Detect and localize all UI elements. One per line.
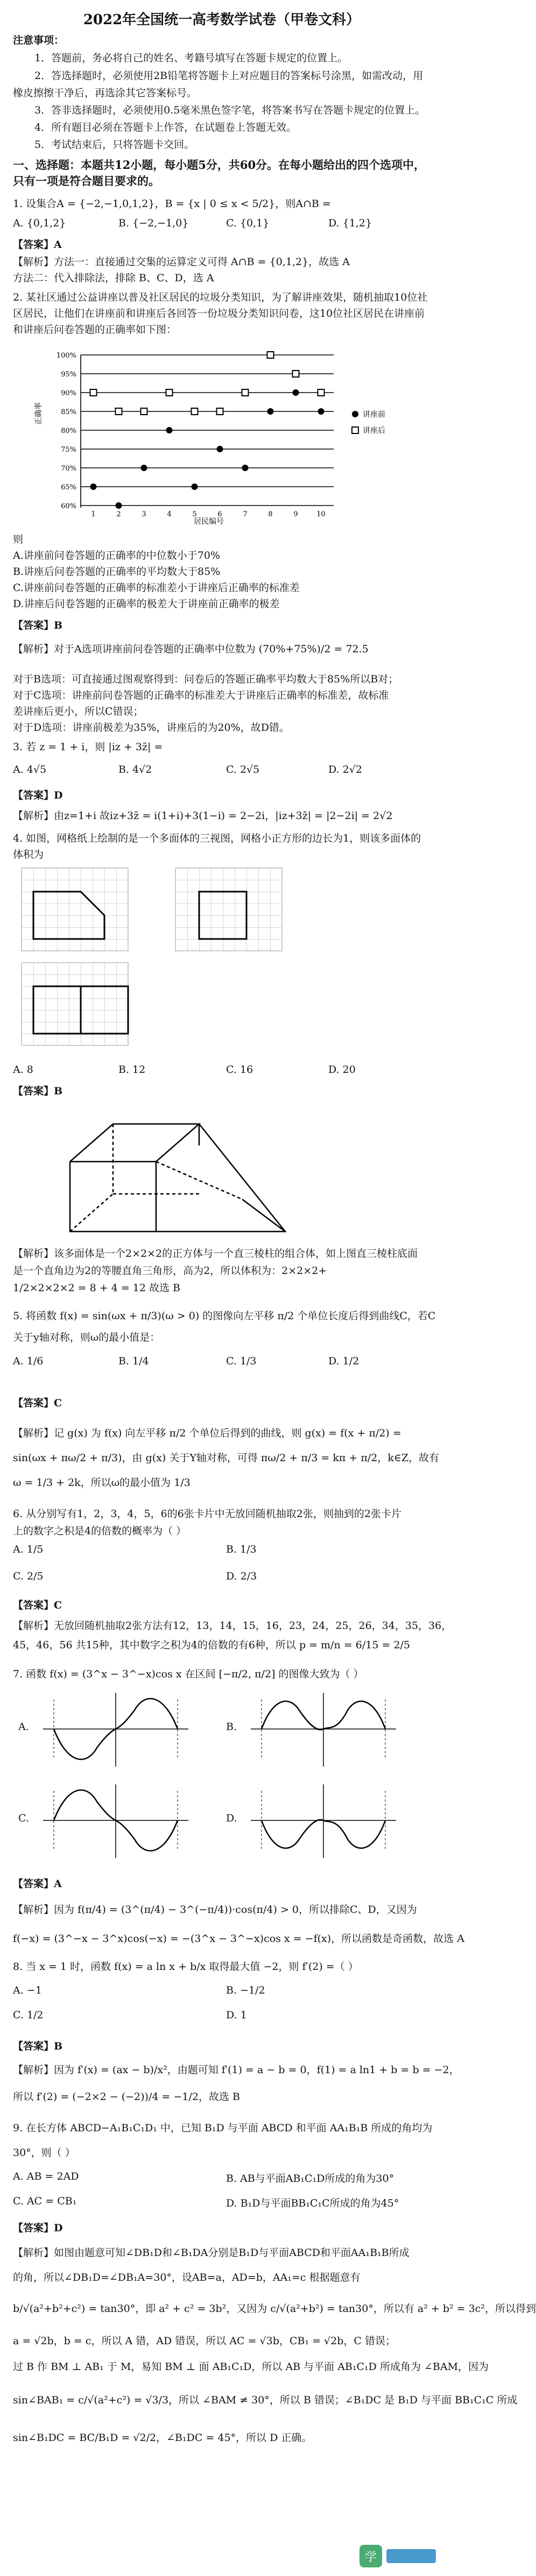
q2-point-after <box>192 408 198 415</box>
q2-y-tick-label: 65% <box>61 483 76 492</box>
q3-option-d: D. 2√2 <box>328 764 362 775</box>
q2-stem-2: 区居民，让他们在讲座前和讲座后各回答一份垃圾分类知识问卷，这10位社区居民在讲座前 <box>13 308 425 319</box>
q8-option-d: D. 1 <box>226 2009 247 2021</box>
q1-analysis-1: 【解析】方法一：直接通过交集的运算定义可得 A∩B = {0,1,2}，故选 A <box>13 256 350 268</box>
q7-analysis-2: f(−x) = (3^−x − 3^x)cos(−x) = −(3^x − 3^−x)cos x = −f(x)，所以函数是奇函数，故选 A <box>13 1933 464 1945</box>
q1-analysis-2: 方法二：代入排除法，排除 B、C、D，选 A <box>13 272 214 284</box>
q4-option-b: B. 12 <box>118 1064 146 1076</box>
q2-answer: 【答案】B <box>13 620 63 631</box>
q7-label-a: A. <box>18 1721 29 1733</box>
q3-option-b: B. 4√2 <box>118 764 152 775</box>
q1-answer: 【答案】A <box>13 239 62 251</box>
q9-option-d: D. B₁D与平面BB₁C₁C所成的角为45° <box>226 2197 399 2209</box>
q5-option-c: C. 1/3 <box>226 1355 257 1367</box>
q2-y-tick-label: 80% <box>61 427 76 435</box>
q2-option-d: D.讲座后问卷答题的正确率的极差大于讲座前正确率的极差 <box>13 598 280 610</box>
q8-option-a: A. −1 <box>13 1984 42 1996</box>
q2-x-tick-label: 1 <box>91 510 96 518</box>
note-5: 5．考试结束后，只将答题卡交回。 <box>34 139 195 151</box>
q6-analysis-2: 45，46，56 共15种，其中数字之积为4的倍数的有6种，所以 p = m/n = 6/15 = 2/5 <box>13 1639 411 1651</box>
q2-point-after <box>166 389 173 396</box>
site-watermark-logo <box>358 2542 439 2572</box>
notes-header: 注意事项： <box>13 34 65 46</box>
q4-option-d: D. 20 <box>328 1064 356 1076</box>
q3-stem: 3. 若 z = 1 + i，则 |iz + 3z̄| = <box>13 741 163 753</box>
q5-analysis-1: 【解析】记 g(x) 为 f(x) 向左平移 π/2 个单位后得到的曲线，则 g(x) = f(x + π/2) = <box>13 1427 401 1439</box>
q2-x-tick-label: 7 <box>243 510 248 518</box>
q2-y-tick-label: 100% <box>56 352 76 360</box>
q2-point-after <box>116 408 122 415</box>
q8-analysis-1: 【解析】因为 f′(x) = (ax − b)/x²，由题可知 f′(1) = a − b = 0，f(1) = a ln1 + b = b = −2， <box>13 2064 460 2076</box>
q7-graph-c <box>38 1780 194 1861</box>
q1-option-b: B. {−2,−1,0} <box>118 217 189 229</box>
q7-graph-a <box>38 1689 194 1769</box>
q5-analysis-2: sin(ωx + πω/2 + π/3)，由 g(x) 关于Y轴对称，可得 πω/2 + π/3 = kπ + π/2，k∈Z，故有 <box>13 1452 440 1464</box>
note-2-cont: 橡皮擦擦干净后，再选涂其它答案标号。 <box>13 87 198 99</box>
q4-option-a: A. 8 <box>13 1064 33 1076</box>
q2-point-before <box>141 465 147 471</box>
note-1: 1．答题前，务必将自己的姓名、考籍号填写在答题卡规定的位置上。 <box>34 52 348 64</box>
q4-analysis-3: 1/2×2×2×2 = 8 + 4 = 12 故选 B <box>13 1282 180 1294</box>
q8-option-c: C. 1/2 <box>13 2009 44 2021</box>
q4-stem-1: 4. 如图，网格纸上绘制的是一个多面体的三视图，网格小正方形的边长为1，则该多面体的 <box>13 832 421 844</box>
q7-label-b: B. <box>226 1721 237 1733</box>
q5-option-b: B. 1/4 <box>118 1355 149 1367</box>
q2-point-after <box>318 389 325 396</box>
q5-analysis-3: ω = 1/3 + 2k，所以ω的最小值为 1/3 <box>13 1477 191 1489</box>
q2-option-a: A.讲座前问卷答题的正确率的中位数小于70% <box>13 550 220 561</box>
q4-stem-2: 体积为 <box>13 849 44 860</box>
q9-analysis-5: 过 B 作 BM ⊥ AB₁ 于 M，易知 BM ⊥ 面 AB₁C₁D，所以 AB 与平面 AB₁C₁D 所成角为 ∠BAM，因为 <box>13 2361 489 2373</box>
q9-stem-1: 9. 在长方体 ABCD−A₁B₁C₁D₁ 中，已知 B₁D 与平面 ABCD 和平面 AA₁B₁B 所成的角均为 <box>13 2122 433 2134</box>
q9-answer: 【答案】D <box>13 2222 63 2234</box>
q2-x-tick-label: 10 <box>316 510 326 518</box>
q2-y-axis-label: 正确率 <box>34 402 43 425</box>
q7-answer: 【答案】A <box>13 1878 62 1890</box>
q6-stem-1: 6. 从分别写有1，2，3，4，5，6的6张卡片中无放回随机抽取2张，则抽到的2张卡片 <box>13 1508 401 1520</box>
q7-label-c: C. <box>18 1812 29 1824</box>
q8-analysis-2: 所以 f′(2) = (−2×2 − (−2))/4 = −1/2，故选 B <box>13 2091 240 2103</box>
q3-analysis: 【解析】由z=1+i 故iz+3z̄ = i(1+i)+3(1−i) = 2−2i，|iz+3z̄| = |2−2i| = 2√2 <box>13 810 393 822</box>
q2-point-before <box>267 408 274 415</box>
q1-stem: 1. 设集合A = {−2,−1,0,1,2}，B = {x | 0 ≤ x < 5/2}，则A∩B = <box>13 198 331 210</box>
q2-point-before <box>166 427 173 433</box>
q2-option-c: C.讲座前问卷答题的正确率的标准差小于讲座后正确率的标准差 <box>13 582 300 594</box>
q1-option-a: A. {0,1,2} <box>13 217 66 229</box>
q7-stem: 7. 函数 f(x) = (3^x − 3^−x)cos x 在区间 [−π/2, π/2] 的图像大致为（ ） <box>13 1668 364 1680</box>
q5-stem-2: 关于y轴对称，则ω的最小值是： <box>13 1332 160 1343</box>
q2-point-after <box>293 371 299 377</box>
q9-stem-2: 30°，则（ ） <box>13 2147 75 2159</box>
q7-graph-d <box>245 1780 401 1861</box>
q5-answer: 【答案】C <box>13 1397 62 1409</box>
q2-point-before <box>242 465 249 471</box>
q4-analysis-1: 【解析】该多面体是一个2×2×2的正方体与一个直三棱柱的组合体，如上图直三棱柱底面 <box>13 1248 418 1259</box>
q4-analysis-2: 是一个直角边为2的等腰直角三角形，高为2，所以体积为：2×2×2+ <box>13 1265 327 1277</box>
q2-y-tick-label: 75% <box>61 446 76 454</box>
q4-three-views-figure <box>22 868 291 1056</box>
q2-point-after <box>141 408 147 415</box>
section-1-heading: 一、选择题：本题共12小题，每小题5分，共60分。在每小题给出的四个选项中，只有一项是符合题目要求的。 <box>13 158 426 188</box>
q2-y-tick-label: 85% <box>61 408 76 416</box>
q2-option-b: B.讲座后问卷答题的正确率的平均数大于85% <box>13 566 221 578</box>
q9-option-b: B. AB与平面AB₁C₁D所成的角为30° <box>226 2173 394 2184</box>
q7-graph-b <box>245 1689 401 1769</box>
q2-point-before <box>293 389 299 396</box>
q1-option-c: C. {0,1} <box>226 217 270 229</box>
q8-answer: 【答案】B <box>13 2040 63 2052</box>
q8-option-b: B. −1/2 <box>226 1984 265 1996</box>
q2-legend-label-before: 讲座前 <box>363 410 385 419</box>
q6-option-d: D. 2/3 <box>226 1570 257 1582</box>
q6-option-a: A. 1/5 <box>13 1543 44 1555</box>
q2-x-tick-label: 3 <box>142 510 146 518</box>
q5-option-d: D. 1/2 <box>328 1355 359 1367</box>
q8-stem: 8. 当 x = 1 时，函数 f(x) = a ln x + b/x 取得最大值 −2，则 f′(2) =（ ） <box>13 1961 358 1973</box>
q2-analysis-4: 差讲座后更小，所以C错误； <box>13 706 144 717</box>
q9-option-a: A. AB = 2AD <box>13 2171 79 2182</box>
q9-analysis-2: 的角，所以∠DB₁D=∠DB₁A=30°，设AB=a，AD=b，AA₁=c 根据题意有 <box>13 2272 361 2283</box>
q2-point-after <box>242 389 249 396</box>
svg-text:学: 学 <box>364 2551 377 2564</box>
q2-point-after <box>217 408 223 415</box>
q6-answer: 【答案】C <box>13 1599 62 1611</box>
q2-x-tick-label: 4 <box>167 510 172 518</box>
q9-analysis-3: b/√(a²+b²+c²) = tan30°，即 a² + c² = 3b²，又因为 c/√(a²+b²) = tan30°，所以有 a² + b² = 3c²，所以得到 <box>13 2303 536 2315</box>
q2-y-tick-label: 90% <box>61 389 76 397</box>
q6-option-b: B. 1/3 <box>226 1543 257 1555</box>
q9-option-c: C. AC = CB₁ <box>13 2195 77 2207</box>
q9-analysis-4: a = √2b，b = c，所以 A 错，AD 错误，所以 AC = √3b，CB₁ = √2b，C 错误； <box>13 2335 396 2347</box>
q2-accuracy-chart <box>32 344 420 527</box>
q2-x-tick-label: 8 <box>268 510 273 518</box>
q4-solid-figure <box>59 1102 328 1242</box>
q2-point-before <box>90 483 97 490</box>
q2-legend-marker-before <box>352 411 358 417</box>
q2-x-tick-label: 9 <box>293 510 298 518</box>
q6-stem-2: 上的数字之积是4的倍数的概率为（ ） <box>13 1525 187 1537</box>
q9-analysis-6: sin∠BAB₁ = c/√(a²+c²) = √3/3，所以 ∠BAM ≠ 30°，所以 B 错误；∠B₁DC 是 B₁D 与平面 BB₁C₁C 所成 <box>13 2394 518 2406</box>
note-3: 3．答非选择题时，必须使用0.5毫米黑色签字笔，将答案书写在答题卡规定的位置上。 <box>34 104 426 116</box>
q3-option-a: A. 4√5 <box>13 764 47 775</box>
q5-option-a: A. 1/6 <box>13 1355 44 1367</box>
note-2: 2．答选择题时，必须使用2B铅笔将答题卡上对应题目的答案标号涂黑，如需改动，用 <box>34 70 424 82</box>
q2-legend-marker-after <box>352 427 358 433</box>
q2-point-after <box>267 352 274 358</box>
q5-stem-1: 5. 将函数 f(x) = sin(ωx + π/3)(ω > 0) 的图像向左平移 π/2 个单位长度后得到曲线C，若C <box>13 1310 436 1322</box>
q2-point-before <box>116 502 122 509</box>
q6-option-c: C. 2/5 <box>13 1570 44 1582</box>
q2-analysis-1: 【解析】对于A选项讲座前问卷答题的正确率中位数为 (70%+75%)/2 = 72.5 <box>13 643 369 655</box>
q4-answer: 【答案】B <box>13 1085 63 1097</box>
q2-point-before <box>192 483 198 490</box>
q7-analysis-1: 【解析】因为 f(π/4) = (3^(π/4) − 3^(−π/4))·cos(π/4) > 0，所以排除C、D，又因为 <box>13 1904 417 1916</box>
q2-x-axis-label: 居民编号 <box>194 517 224 526</box>
q7-label-d: D. <box>226 1812 237 1824</box>
q2-stem-1: 2. 某社区通过公益讲座以普及社区居民的垃圾分类知识，为了解讲座效果，随机抽取10位社 <box>13 291 428 303</box>
q2-x-tick-label: 2 <box>116 510 121 518</box>
q2-then: 则 <box>13 533 24 545</box>
page-title: 2022年全国统一高考数学试卷（甲卷文科） <box>83 12 361 28</box>
q6-analysis-1: 【解析】无放回随机抽取2张方法有12，13，14，15，16，23，24，25，26，34，35，36， <box>13 1620 452 1632</box>
q2-point-before <box>217 446 223 452</box>
q9-analysis-7: sin∠B₁DC = BC/B₁D = √2/2，∠B₁DC = 45°，所以 D 正确。 <box>13 2432 312 2444</box>
q2-y-tick-label: 95% <box>61 371 76 379</box>
note-4: 4．所有题目必须在答题卡上作答，在试题卷上答题无效。 <box>34 122 297 133</box>
q4-option-c: C. 16 <box>226 1064 253 1076</box>
q2-y-tick-label: 70% <box>61 465 76 473</box>
q2-analysis-2: 对于B选项：可直接通过图观察得到：问卷后的答题正确率平均数大于85%所以B对； <box>13 673 399 685</box>
q9-analysis-1: 【解析】如图由题意可知∠DB₁D和∠B₁DA分别是B₁D与平面ABCD和平面AA₁B₁B所成 <box>13 2247 410 2259</box>
q2-x-tick-label: 6 <box>217 510 222 518</box>
q2-analysis-3: 对于C选项：讲座前问卷答题的正确率的标准差大于讲座后正确率的标准差，故标准 <box>13 689 389 701</box>
q3-option-c: C. 2√5 <box>226 764 260 775</box>
q2-legend-label-after: 讲座后 <box>363 426 385 435</box>
q2-y-tick-label: 60% <box>61 502 76 510</box>
q2-x-tick-label: 5 <box>192 510 197 518</box>
q2-point-before <box>318 408 325 415</box>
q2-stem-3: 和讲座后问卷答题的正确率如下图： <box>13 324 177 336</box>
q2-analysis-5: 对于D选项：讲座前极差为35%，讲座后的为20%，故D错。 <box>13 722 290 734</box>
q1-option-d: D. {1,2} <box>328 217 372 229</box>
q2-point-after <box>90 389 97 396</box>
q3-answer: 【答案】D <box>13 789 63 801</box>
